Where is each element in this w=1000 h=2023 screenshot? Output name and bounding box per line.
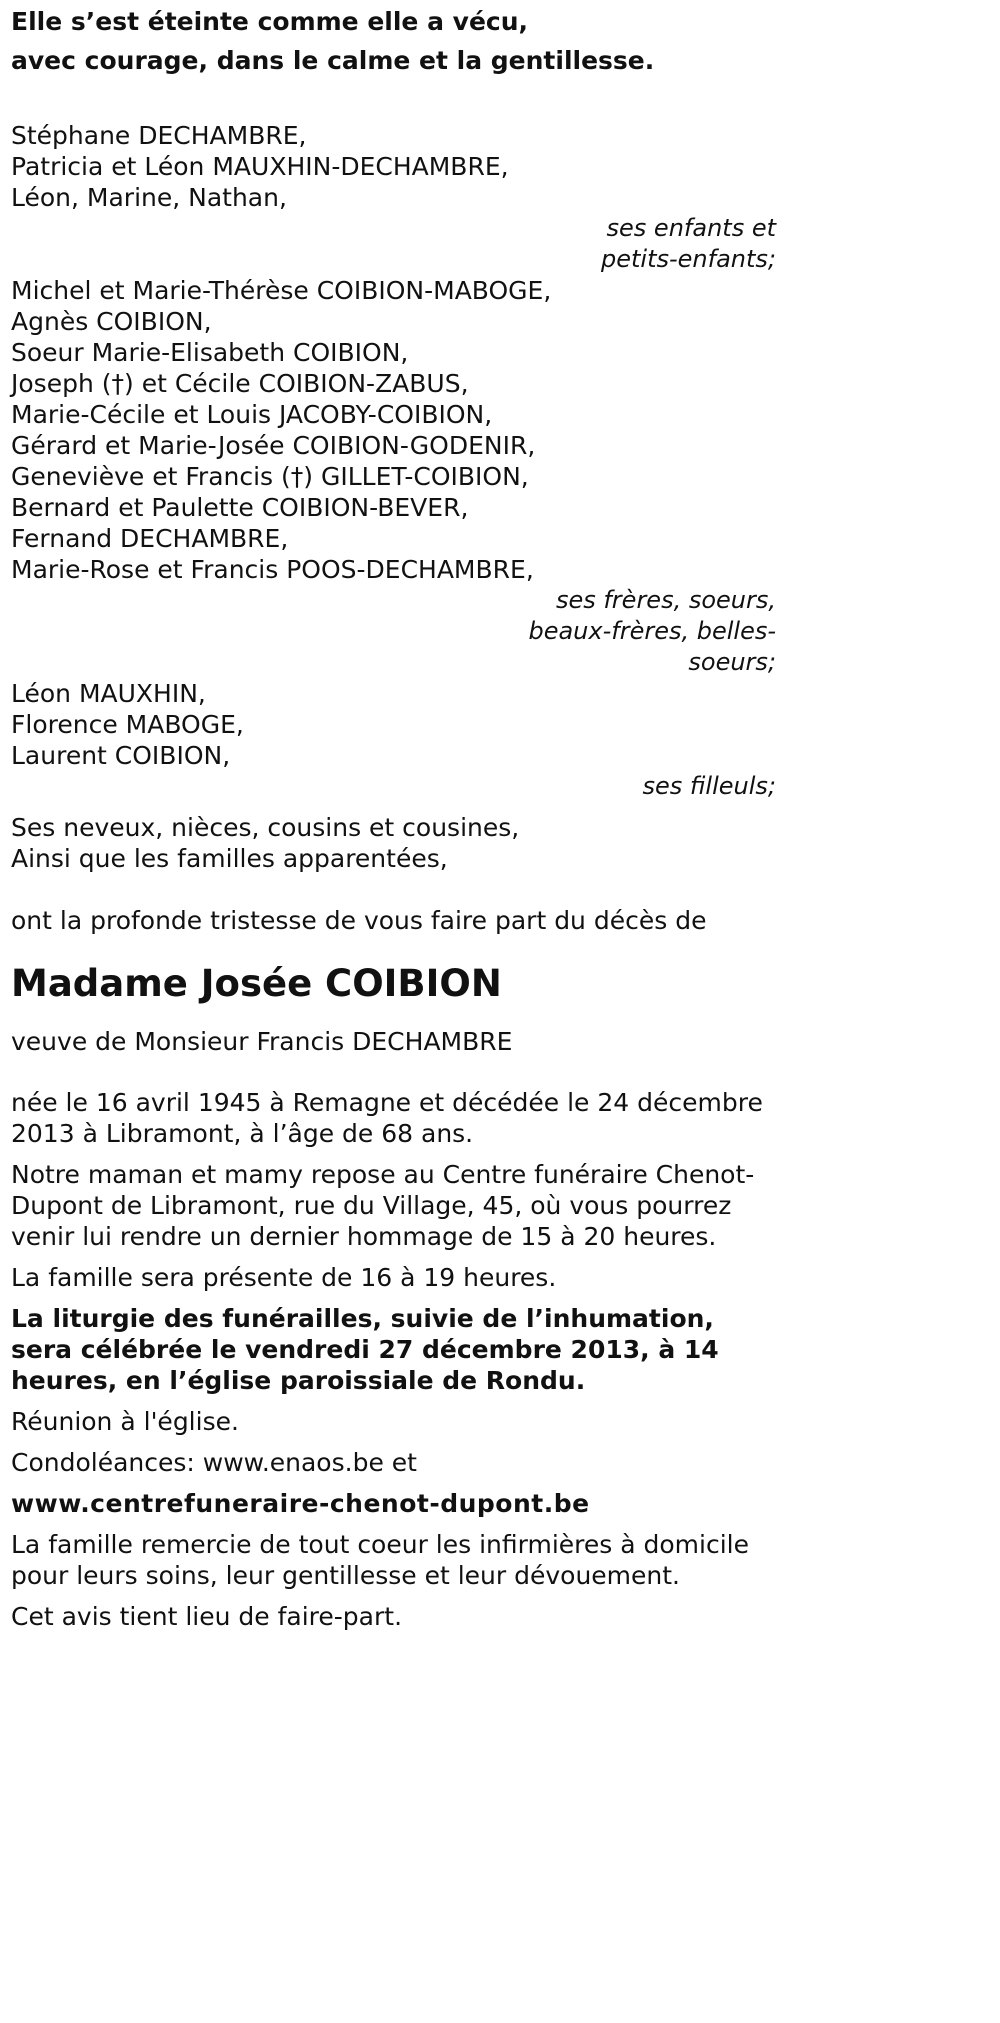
godchildren-list — [11, 678, 776, 771]
role-line: ses filleuls; — [642, 772, 776, 800]
role-line: ses enfants et — [606, 214, 776, 242]
sibling-item: Bernard et Paulette COIBION-BEVER, — [11, 493, 469, 522]
thanks-info: La famille remercie de tout coeur les infirmières à domicile pour leurs soins, leur gentillesse et leur dévouement. — [11, 1530, 749, 1590]
sibling-item: Gérard et Marie-Josée COIBION-GODENIR, — [11, 431, 536, 460]
role-line: petits-enfants; — [601, 245, 776, 273]
role-line: soeurs; — [688, 648, 776, 676]
sibling-item: Soeur Marie-Elisabeth COIBION, — [11, 338, 409, 367]
closing-note: Cet avis tient lieu de faire-part. — [11, 1602, 403, 1631]
birth-death-info: née le 16 avril 1945 à Remagne et décédée le 24 décembre 2013 à Libramont, à l’âge de 68 ans. — [11, 1088, 763, 1148]
godchild-item: Léon MAUXHIN, — [11, 679, 206, 708]
liturgy-info: La liturgie des funérailles, suivie de l’inhumation, sera célébrée le vendredi 27 décembre 2013, à 14 heures, en l’église paroissiale de Rondu. — [11, 1304, 719, 1395]
condolences-info: Condoléances: www.enaos.be et — [11, 1448, 417, 1477]
sibling-item: Michel et Marie-Thérèse COIBION-MABOGE, — [11, 276, 552, 305]
children-item: Stéphane DECHAMBRE, — [11, 121, 307, 150]
sibling-item: Joseph (†) et Cécile COIBION-ZABUS, — [11, 369, 469, 398]
announcement: ont la profonde tristesse de vous faire part du décès de — [11, 906, 707, 935]
sibling-item: Marie-Rose et Francis POOS-DECHAMBRE, — [11, 555, 534, 584]
intro-line-1: Elle s’est éteinte comme elle a vécu, — [11, 7, 529, 36]
others-item: Ses neveux, nièces, cousins et cousines, — [11, 813, 520, 842]
children-list — [11, 120, 776, 213]
sibling-item: Marie-Cécile et Louis JACOBY-COIBION, — [11, 400, 493, 429]
family-present-info: La famille sera présente de 16 à 19 heures. — [11, 1263, 557, 1292]
godchild-item: Laurent COIBION, — [11, 741, 231, 770]
intro-line-2: avec courage, dans le calme et la gentillesse. — [11, 46, 655, 75]
meeting-info: Réunion à l'église. — [11, 1407, 239, 1436]
website-link[interactable]: www.centrefuneraire-chenot-dupont.be — [11, 1489, 590, 1518]
sibling-item: Fernand DECHAMBRE, — [11, 524, 289, 553]
role-line: ses frères, soeurs, — [555, 586, 776, 614]
godchildren-role — [11, 771, 776, 802]
sibling-item: Agnès COIBION, — [11, 307, 212, 336]
sibling-item: Geneviève et Francis (†) GILLET-COIBION, — [11, 462, 529, 491]
deceased-name: Madame Josée COIBION — [11, 962, 502, 1005]
repose-info: Notre maman et mamy repose au Centre funéraire Chenot-Dupont de Libramont, rue du Village, 45, où vous pourrez venir lui rendre un dernier hommage de 15 à 20 heures. — [11, 1160, 755, 1251]
others-list — [11, 812, 776, 874]
others-item: Ainsi que les familles apparentées, — [11, 844, 448, 873]
children-item: Patricia et Léon MAUXHIN-DECHAMBRE, — [11, 152, 509, 181]
children-role — [11, 213, 776, 275]
widow-of: veuve de Monsieur Francis DECHAMBRE — [11, 1027, 513, 1056]
godchild-item: Florence MABOGE, — [11, 710, 244, 739]
role-line: beaux-frères, belles- — [528, 617, 776, 645]
children-item: Léon, Marine, Nathan, — [11, 183, 287, 212]
siblings-role — [11, 585, 776, 678]
siblings-list — [11, 275, 776, 585]
